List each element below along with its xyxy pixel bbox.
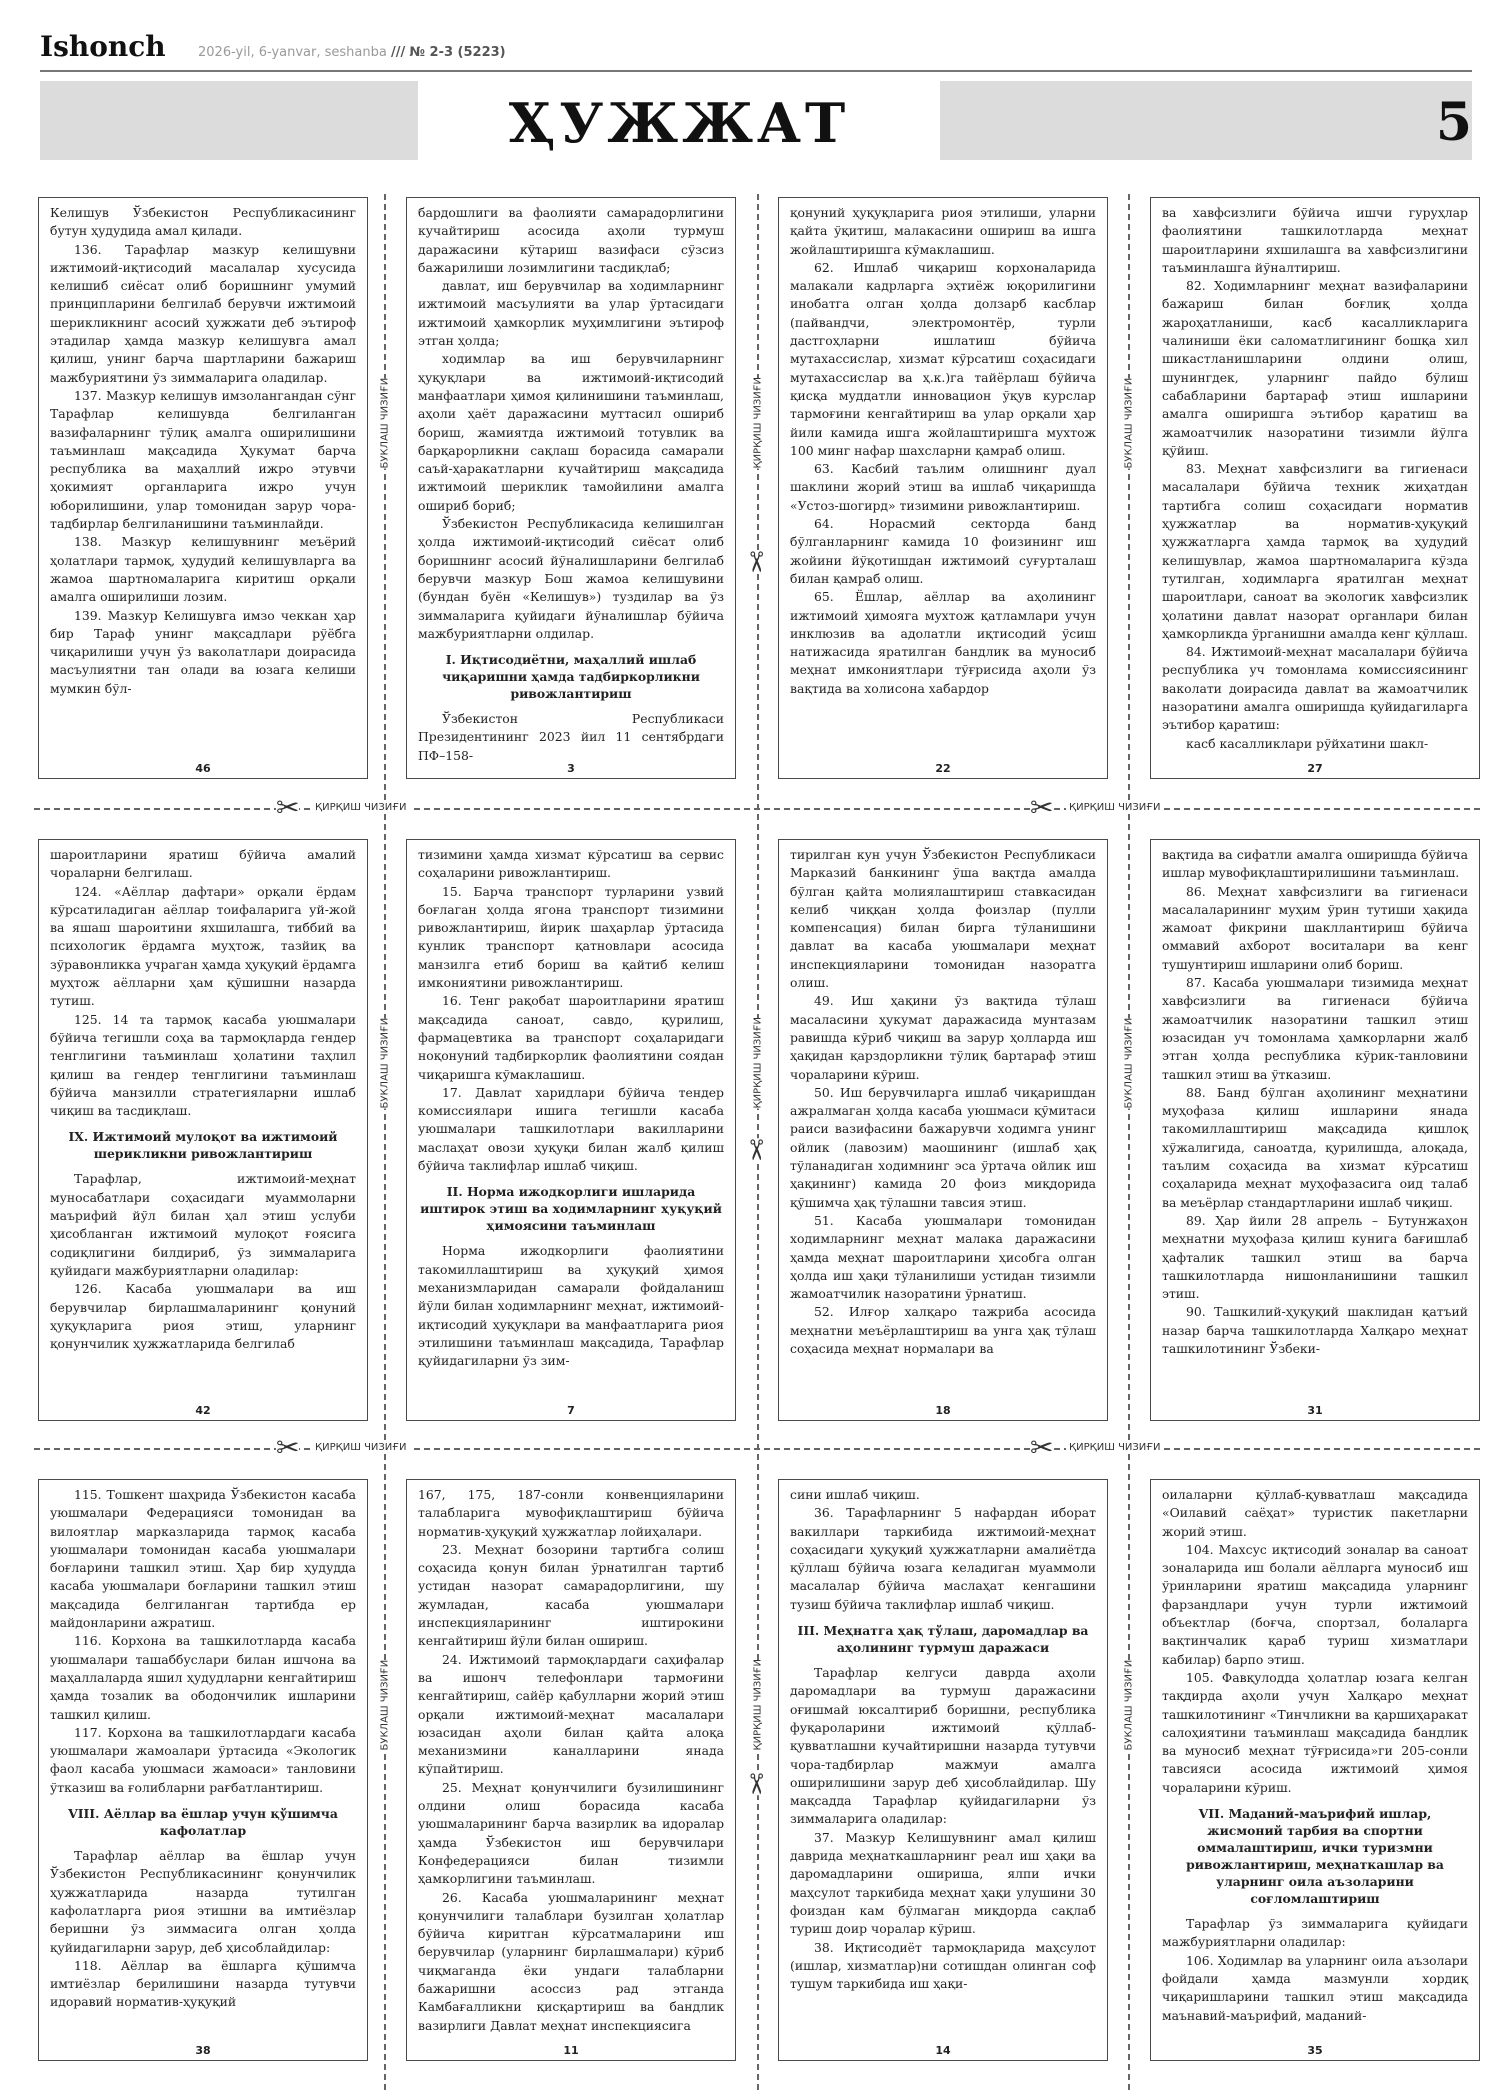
clause-paragraph: Тарафлар, ижтимоий-меҳнат муносабатлари соҳасидаги муаммоларни маърифий йўл билан ҳал этиш услуби ҳисобланган ижтимоий мулоқот ғоясига содиқлигини билдириб, ўз зиммаларига қуйидаги мажбуриятларни оладилар: [50,1171,356,1278]
header-rule [40,70,1472,72]
masthead [40,30,1472,70]
scissors-icon: ✂ [739,1138,773,1162]
clause-paragraph: 138. Мазкур келишувнинг меъёрий ҳолатлари тармоқ, ҳудудий келишувларга ва жамоа шартномаларига киритиш орқали амалга оширилиши лозим. [50,534,356,605]
card-number: 14 [935,2044,951,2057]
clause-card [38,197,368,779]
card-text [50,846,356,1396]
clause-paragraph: тизимини ҳамда хизмат кўрсатиш ва сервис соҳаларини ривожлантириш. [418,847,724,881]
clause-paragraph: 25. Меҳнат қонунчилиги бузилишининг олдини олиш борасида касаба уюшмаларининг барча вазирлик ва идоралар ҳамда Ўзбекистон иш берувчилари Конфедерацияси билан тизимли ҳамкорлигини таъминлаш. [418,1779,724,1887]
clause-paragraph: 23. Меҳнат бозорини тартибга солиш соҳасида қонун билан ўрнатилган тартиб устидан назорат самарадорлигини, шу жумладан, касаба уюшмалари инспекцияларининг иштирокини кенгайтириш йўли билан ошириш. [418,1541,724,1649]
clause-paragraph: 137. Мазкур келишув имзолангандан сўнг Тарафлар келишувда белгиланган вазифаларнинг тўлиқ амалга оширилишини таъминлаш мақсадида Ҳукумат барча республика ва маҳаллий ижро этувчи ҳокимият органларига ижро учун юборилишини, улар томонидан зарур чора-тадбирлар белгиланишини таъминлайди. [50,387,356,532]
clause-paragraph: 106. Ходимлар ва уларнинг оила аъзолари фойдали ҳамда мазмунли хордиқ чиқаришларини ташкил этиш мақсадида маънавий-маърифий, маданий- [1162,1952,1468,2023]
dateline-separator: /// [390,45,406,60]
cut-line-label: ҚИРҚИШ ЧИЗИҒИ [312,802,410,813]
fold-line-left [384,194,386,2090]
card-number: 7 [567,1404,575,1417]
card-number: 22 [935,762,951,775]
clause-paragraph: ходимлар ва иш берувчиларнинг ҳуқуқлари ва ижтимоий-иқтисодий манфаатлари ҳимоя қилинишини таъминлаш, аҳоли ҳаёт даражасини муттасил ошириб бориш, жамиятда ижтимоий тотувлик ва барқарорликни сақлаш борасида самарали саъй-ҳаракатларни кучайтириш мақсадида ижтимоий шериклик тамойилини амалга ошириб бориб; [418,351,724,513]
card-text [418,846,724,1396]
fold-line-label: БУКЛАШ ЧИЗИҒИ [379,1017,391,1109]
fold-line-label: БУКЛАШ ЧИЗИҒИ [379,1659,391,1751]
clause-card [778,197,1108,779]
fold-line-label: БУКЛАШ ЧИЗИҒИ [1123,1017,1135,1109]
clause-paragraph: 125. 14 та тармоқ касаба уюшмалари бўйича тегишли соҳа ва тармоқларда гендер тенглигини таъминлаш ҳолатини таҳлил қилиш ва гендер тенглигини таъминлаш бўйича манзилли стратегияларни ишлаб чиқиш ва тасдиқлаш. [50,1011,356,1119]
clause-paragraph: 90. Ташкилий-ҳуқуқий шаклидан қатъий назар барча ташкилотларда Халқаро меҳнат ташкилотининг Ўзбеки- [1162,1304,1468,1357]
issue-number: № 2-3 (5223) [409,45,506,60]
card-text [790,204,1096,754]
section-banner-right [940,81,1472,160]
clause-paragraph: Ўзбекистон Республикаси Президентининг 2023 йил 11 сентябрдаги ПФ–158- [418,711,724,763]
section-title: ҲУЖЖАТ [508,91,850,155]
clause-card [1150,839,1480,1421]
clause-paragraph: 63. Касбий таълим олишнинг дуал шаклини жорий этиш ва ишлаб чиқаришда «Устоз-шогирд» тизимини ривожлантириш. [790,461,1096,513]
clause-card [406,1479,736,2061]
clause-paragraph: 115. Тошкент шаҳрида Ўзбекистон касаба уюшмалари Федерацияси томонидан ва вилоятлар марказларида тармоқ касаба уюшмалари томонидан касаба уюшмалари боғларини ташкил этиш. Ҳар бир ҳудудда касаба уюшмалари боғларини ташкил этиш мақсадида белгиланган тартибда ер майдонларини ажратиш. [50,1487,356,1631]
clause-paragraph: сини ишлаб чиқиш. [790,1487,920,1502]
clause-card [778,1479,1108,2061]
clause-paragraph: 139. Мазкур Келишувга имзо чеккан ҳар бир Тараф унинг мақсадлари рўёбга чиқарилиши учун ўз ваколатлари доирасида масъулиятни тан олади ва юзага келиши мумкин бўл- [50,607,356,696]
cut-line-label: ҚИРҚИШ ЧИЗИҒИ [752,376,764,469]
clause-paragraph: қонуний ҳуқуқларига риоя этилиши, уларни қайта ўқитиш, малакасини ошириш ва ишга жойлаштиришга кўмаклашиш. [790,205,1096,257]
clause-paragraph: Тарафлар келгуси даврда аҳоли даромадлари ва турмуш даражасини оғишмай юксалтириб боришни, республика фуқароларини ижтимоий қўллаб-қувватлашни кучайтиришни назарда тутувчи чора-тадбирлар мажмуи амалга оширилишини зарур деб ҳисоблайдилар. Шу мақсадда Тарафлар қуйидагиларни ўз зиммаларига оладилар: [790,1665,1096,1827]
fold-line-label: БУКЛАШ ЧИЗИҒИ [379,377,391,469]
clause-paragraph: 62. Ишлаб чиқариш корхоналарида малакали кадрларга эҳтиёж юқорилигини инобатга олган ҳолда долзарб касблар (пайвандчи, электромонтёр, турли дастгоҳларни ишлатиш бўйича мутахассислар, хизмат кўрсатиш соҳасидаги мутахассислар ва ҳ.к.)га тайёрлаш бўйича қисқа муддатли инновацион ўқув курслар тармоғини кенгайтириш ва улар орқали ҳар йили камида ишга жойлаштиришга мухтож 100 минг нафар шахсларни қамраб олиш. [790,259,1096,458]
clause-paragraph: 37. Мазкур Келишувнинг амал қилиш даврида меҳнаткашларнинг реал иш ҳақи ва даромадларини ошириша, ялпи ички маҳсулот таркибида меҳнат ҳақи улушини 30 фоиздан кам бўлмаган миқдорда сақлаб туриш доир чоралар кўриш. [790,1829,1096,1937]
clause-paragraph: 118. Аёллар ва ёшларга қўшимча имтиёзлар берилишини назарда тутувчи идоравий норматив-ҳуқуқий [50,1957,356,2010]
clause-paragraph: 65. Ёшлар, аёллар ва аҳолининг ижтимоий ҳимояга мухтож қатламлари учун инклюзив ва адолатли иқтисодий ўсиш натижасида яратилган бандлик ва муносиб меҳнат имкониятлари тўғрисида аҳоли ўз вақтида ва холисона хабардор [790,589,1096,696]
clause-paragraph: 126. Касаба уюшмалари ва иш берувчилар бирлашмаларининг қонуний ҳуқуқларига риоя этиш, уларнинг қонунчилик ҳужжатларида белгилаб [50,1281,356,1352]
clause-paragraph: 50. Иш берувчиларга ишлаб чиқаришдан ажралмаган ҳолда касаба уюшмаси қўмитаси раиси вазифасини бажарувчи ходимга унинг ойлик (лавозим) маошининг (ишлаб ҳақ тўланадиган ходимнинг эса ўртача ойлик иш ҳақининг) камида 20 фоиз миқдорида қўшимча ҳақ тўлашни тавсия этиш. [790,1084,1096,1210]
clause-paragraph: Ўзбекистон Республикасида келишилган ҳолда ижтимоий-иқтисодий сиёсат олиб боришнинг асосий йўналишларини белгилаб берувчи мазкур Бош жамоа келишувини (бундан буён «Келишув») туздилар ва ўз зиммаларига қуйидаги йўналишлар бўйича мажбуриятларни олдилар. [418,516,724,641]
clause-paragraph: бардошлиги ва фаолияти самарадорлигини кучайтириш асосида аҳоли турмуш даражасини кўтариш вазифаси сўзсиз бажарилиши лозимлигини тасдиқлаб; [418,205,724,275]
clause-paragraph: Норма ижодкорлиги фаолиятини такомиллаштириш ва ҳуқуқий ҳимоя механизмларидан самарали фойдаланиш йўли билан ходимларнинг меҳнат, ижтимоий-иқтисодий ҳуқуқлари ва манфаатларига риоя этилишини таъминлаш мақсадида, Тарафлар қуйидагиларни ўз зим- [418,1243,724,1369]
clause-paragraph: 24. Ижтимоий тармоқлардаги саҳифалар ва ишонч телефонлари тармоғини кенгайтириш, сайёр қабулларни жорий этиш орқали ижтимоий-меҳнат масалалари юзасидан аҳоли билан қайта алоқа механизмини каналларини янада кўпайтириш. [418,1651,724,1777]
scissors-icon: ✂ [1030,1431,1054,1464]
scissors-icon: ✂ [1030,791,1054,824]
scissors-icon: ✂ [739,550,773,574]
section-banner-left [40,81,418,160]
fold-line-right [1128,194,1130,2090]
clause-paragraph: 26. Касаба уюшмаларининг меҳнат қонунчилиги талаблари бузилган ҳолатлар бўйича киритган кўрсатмаларини иш берувчилар (уларнинг бирлашмалари) кўриб чиқмаганда ёки ундаги талабларни бажаришни асоссиз рад этганда Камбағалликни қисқартириш ва бандлик вазирлиги Давлат меҳнат инспекциясига [418,1889,724,2033]
fold-line-label: БУКЛАШ ЧИЗИҒИ [1123,377,1135,469]
card-number: 27 [1307,762,1323,775]
clause-paragraph: 64. Норасмий секторда банд бўлганларнинг камида 10 фоизининг иш жойини йўқотишдан ижтимоий суғурталаш билан қамраб олиш. [790,516,1096,586]
cut-line-label: ҚИРҚИШ ЧИЗИҒИ [752,1016,764,1109]
clause-paragraph: касб касалликлари рўйхатини шакл- [1186,735,1429,751]
clause-paragraph: 86. Меҳнат хавфсизлиги ва гигиенаси масалаларининг муҳим ўрин тутиши ҳақида жамоат фикрини шакллантириш бўйича оммавий ахборот воситалари ва кенг тушунтириш ишларини олиб бориш. [1162,883,1468,972]
clause-paragraph: вақтида ва сифатли амалга оширишда бўйича ишлар мувофиқлаштирилишини таъминлаш. [1162,847,1468,881]
section-heading: I. Иқтисодиётни, маҳаллий ишлаб чиқаришни ҳамда тадбиркорликни ривожлантириш [442,652,700,702]
section-heading: II. Норма ижодкорлиги ишларида иштирок этиш ва ходимларнинг ҳуқуқий ҳимоясини таъминлаш [420,1184,722,1234]
clause-paragraph: 82. Ходимларнинг меҳнат вазифаларини бажариш билан боғлиқ ҳолда жароҳатланиши, касб касалликларига чалиниши ёки саломатлигининг бошқа хил шикастланишларини олдини олиш, шунингдек, уларнинг пайдо бўлиш сабабларини бартараф этиш ишларини амалга оширишга эътибор қаратиш ва жамоатчилик назоратини тизимли йўлга қўйиш. [1162,278,1468,458]
clause-paragraph: Тарафлар аёллар ва ёшлар учун Ўзбекистон Республикасининг қонунчилик ҳужжатларида назарда тутилган кафолатларга риоя этишни ва имтиёзлар беришни ўз зиммасига олган ҳолда қуйидагиларни зарур, деб ҳисоблайдилар: [50,1848,356,1955]
cut-line-label: ҚИРҚИШ ЧИЗИҒИ [752,1658,764,1751]
clause-paragraph: 49. Иш ҳақини ўз вақтида тўлаш масаласини ҳукумат даражасида мунтазам равишда кўриб чиқиш ва зарур ҳолларда иш ҳақидан қарздорликни тўлиқ бартараф этиш чораларини кўриш. [790,993,1096,1082]
clause-paragraph: 36. Тарафларнинг 5 нафардан иборат вакиллари таркибида ижтимоий-меҳнат соҳасидаги ҳуқуқий ҳужжатларни амалиётда қўллаш бўйича юзага келадиган муаммоли масалалар бўйича маслаҳат кенгашини тузиш бўйича таклифлар ишлаб чиқиш. [790,1505,1096,1612]
dateline [198,45,506,60]
section-heading: VIII. Аёллар ва ёшлар учун қўшимча кафолатлар [68,1806,338,1839]
card-number: 3 [567,762,575,775]
clause-paragraph: 136. Тарафлар мазкур келишувни ижтимоий-иқтисодий масалалар хусусида келишиб сиёсат олиб боришнинг умумий принципларини белгилаб берувчи ижтимоий шерикликнинг асосий ҳужжати деб эътироф этадилар ҳамда мазкур келишувга амал қилиш, унинг барча шартларини бажариш мажбуриятини ўз зиммаларига оладилар. [50,241,356,385]
scissors-icon: ✂ [276,1431,300,1464]
clause-paragraph: 52. Илғор халқаро тажриба асосида меҳнатни меъёрлаштириш ва унга ҳақ тўлаш соҳасида меҳнат нормалари ва [790,1304,1096,1357]
card-text [790,1486,1096,2036]
card-number: 31 [1307,1404,1323,1417]
clause-paragraph: 83. Меҳнат хавфсизлиги ва гигиенаси масалалари бўйича техник жиҳатдан тартибга солиш соҳасидаги норматив ҳужжатлар ва норматив-ҳуқуқий ҳужжатларга ҳамда тармоқ ва ҳудудий келишувлар, жамоа шартномаларига кўзда тутилган, ходимларга яратилган меҳнат шароитлари, саноат ва экологик хавфсизлик ҳолатини давлат назорат органлари билан ҳамкорликда ўрганишни амалда кенг қўллаш. [1162,461,1468,641]
clause-paragraph: 88. Банд бўлган аҳолининг меҳнатини муҳофаза қилиш ишларини янада такомиллаштириш мақсадида қишлоқ хўжалигида, саноатда, қурилишда, алоқада, таълим соҳасида ва хизмат кўрсатиш соҳаларида меҳнат муҳофазасига оид талаб ва меъёрлар стандартларини ишлаб чиқиш. [1162,1084,1468,1210]
clause-card [1150,1479,1480,2061]
card-text [1162,1486,1468,2036]
card-text [418,1486,724,2036]
card-number: 46 [195,762,211,775]
clause-paragraph: 16. Тенг рақобат шароитларини яратиш мақсадида саноат, савдо, қурилиш, фармацевтика ва транспорт соҳаларидаги ноқонуний тадбиркорлик фаолиятини соядан чиқаришга кўмаклашиш. [418,993,724,1082]
clause-paragraph: давлат, иш берувчилар ва ходимларнинг ижтимоий масъулияти ва улар ўртасидаги ижтимоий ҳамкорлик муҳимлигини эътироф этган ҳолда; [418,278,724,349]
card-number: 11 [563,2044,579,2057]
card-number: 38 [195,2044,211,2057]
page-number: 5 [1435,92,1472,153]
clause-card [778,839,1108,1421]
clause-paragraph: 105. Фавқулодда ҳолатлар юзага келган тақдирда аҳоли учун Халқаро меҳнат ташкилотининг «Тинчликни ва қаршиҳаракат салоҳиятини таъминлаш мақсадида бандлик ва муносиб меҳнат тўғрисида»ги 205-сонли тавсияси асосида ижтимоий ҳимоя чораларини кўриш. [1162,1669,1468,1795]
clause-card [1150,197,1480,779]
clause-paragraph: 167, 175, 187-сонли конвенцияларини талабларига мувофиқлаштириш бўйича норматив-ҳуқуқий ҳужжатлар лойиҳалари. [418,1487,724,1539]
scissors-icon: ✂ [276,791,300,824]
clause-paragraph: Келишув Ўзбекистон Республикасининг бутун ҳудудида амал қилади. [50,205,356,239]
clause-paragraph: 84. Ижтимоий-меҳнат масалалари бўйича республика уч томонлама комиссиясининг ваколати доирасида давлат ва жамоатчилик назоратини амалга оширишда қуйидагиларга эътибор қаратиш: [1162,644,1468,733]
clause-paragraph: шароитларини яратиш бўйича амалий чораларни белгилаш. [50,847,356,881]
clause-paragraph: 116. Корхона ва ташкилотларда касаба уюшмалари ташаббуслари билан ишчона ва маҳаллаларда яшил ҳудудларни кенгайтириш ҳамда тозалик ва ободончилик ишларини ташкил қилиш. [50,1633,356,1722]
clause-paragraph: оилаларни қўллаб-қувватлаш мақсадида «Оилавий саёҳат» туристик пакетларни жорий этиш. [1162,1487,1468,1539]
clause-paragraph: 17. Давлат харидлари бўйича тендер комиссиялари ишига тегишли касаба уюшмалари ташкилотлари вакилларини маслаҳат овози ҳуқуқи билан жалб қилиш бўйича таклифлар ишлаб чиқиш. [418,1084,724,1174]
clause-card [406,197,736,779]
clause-card [38,1479,368,2061]
clause-card [406,839,736,1421]
card-text [50,1486,356,2036]
clause-paragraph: 51. Касаба уюшмалари томонидан ходимларнинг меҳнат малака даражасини ҳамда меҳнат шароитларини ҳисобга олган ҳолда иш ҳақи тўланилиши устидан тизимли жамоатчилик назоратини ўрнатиш. [790,1212,1096,1302]
card-text [1162,204,1468,754]
clause-paragraph: 117. Корхона ва ташкилотлардаги касаба уюшмалари жамоалари ўртасида «Экологик фаол касаба уюшмаси жамоаси» танловини ўтказиш ва ғолибларни рағбатлантириш. [50,1724,356,1795]
clause-paragraph: 15. Барча транспорт турларини узвий боғлаган ҳолда ягона транспорт тизимини ривожлантириш, йирик шаҳарлар ўртасида кунлик транспорт қатновлари асосида манзилга етиб бориш ва қайтиб келиш имкониятини ривожлантириш. [418,883,724,991]
section-heading: VII. Маданий-маърифий ишлар, жисмоний тарбия ва спортни оммалаштириш, ички туризмни ривожлантириш, меҳнаткашлар ва уларнинг оила аъзоларини соғломлаштириш [1186,1806,1444,1907]
scissors-icon: ✂ [739,1772,773,1796]
card-text [50,204,356,754]
cut-line-label: ҚИРҚИШ ЧИЗИҒИ [312,1442,410,1453]
section-heading: IX. Ижтимоий мулоқот ва ижтимоий шерикликни ривожлантириш [68,1129,338,1162]
card-number: 42 [195,1404,211,1417]
cut-line-label: ҚИРҚИШ ЧИЗИҒИ [1066,802,1164,813]
clause-paragraph: 89. Ҳар йили 28 апрель – Бутунжаҳон меҳнатни муҳофаза қилиш кунига бағишлаб ҳафталик ташкил этиш ва барча ташкилотларда нишонланишини ташкил этиш. [1162,1212,1468,1302]
section-heading: III. Меҳнатга ҳақ тўлаш, даромадлар ва аҳолининг турмуш даражаси [797,1623,1089,1656]
clause-paragraph: Тарафлар ўз зиммаларига қуйидаги мажбуриятларни оладилар: [1162,1916,1468,1950]
card-number: 18 [935,1404,951,1417]
card-number: 35 [1307,2044,1323,2057]
fold-line-label: БУКЛАШ ЧИЗИҒИ [1123,1659,1135,1751]
clause-paragraph: 124. «Аёллар дафтари» орқали ёрдам кўрсатиладиган аёллар тоифаларига уй-жой ва яшаш шароитини яхшилашга, тиббий ва психологик ёрдамга муҳтож, тазйиқ ва зўравонликка учраган ҳамда ҳуқуқий ёрдамга муҳтож аёлларни ҳам қўшишни назарда тутиш. [50,883,356,1009]
clause-paragraph: 38. Иқтисодиёт тармоқларида маҳсулот (ишлар, хизматлар)ни сотишдан олинган соф тушум таркибида иш ҳақи- [790,1939,1096,1992]
card-text [1162,846,1468,1396]
cut-line-label: ҚИРҚИШ ЧИЗИҒИ [1066,1442,1164,1453]
clause-paragraph: ва хавфсизлиги бўйича ишчи гуруҳлар фаолиятини ташкилотларда меҳнат шароитларини яхшилашга ва хавфсизлигини таъминлашга йўналтириш. [1162,205,1468,275]
card-text [418,204,724,763]
newspaper-brand: Ishonch [40,30,166,63]
card-text [790,846,1096,1396]
issue-date: 2026-yil, 6-yanvar, seshanba [198,45,387,60]
clause-paragraph: 87. Касаба уюшмалари тизимида меҳнат хавфсизлиги ва гигиенаси бўйича жамоатчилик назоратини ташкил этиш юзасидан уч томонлама ҳамкорларни жалб этган ҳолда республика кўрик-танловини ташкил этиш ва ўтказиш. [1162,975,1468,1082]
clause-paragraph: 104. Махсус иқтисодий зоналар ва саноат зоналарида иш болали аёлларга муносиб иш ўринларини яратиш мақсадида уларнинг фарзандлари учун турли ижтимоий объектлар (боғча, спортзал, болаларга вақтинчалик қараб туриш хизматлари кабилар) барпо этиш. [1162,1541,1468,1667]
clause-card [38,839,368,1421]
clause-paragraph: тирилган кун учун Ўзбекистон Республикаси Марказий банкининг ўша вақтда амалда бўлган қайта молиялаштириш ставкасидан келиб чиққан ҳолда фоизлар (пулли компенсация) билан бирга тўланишини давлат ва касаба уюшмалари меҳнат инспекцияларини томонидан назоратга олиш. [790,847,1096,991]
